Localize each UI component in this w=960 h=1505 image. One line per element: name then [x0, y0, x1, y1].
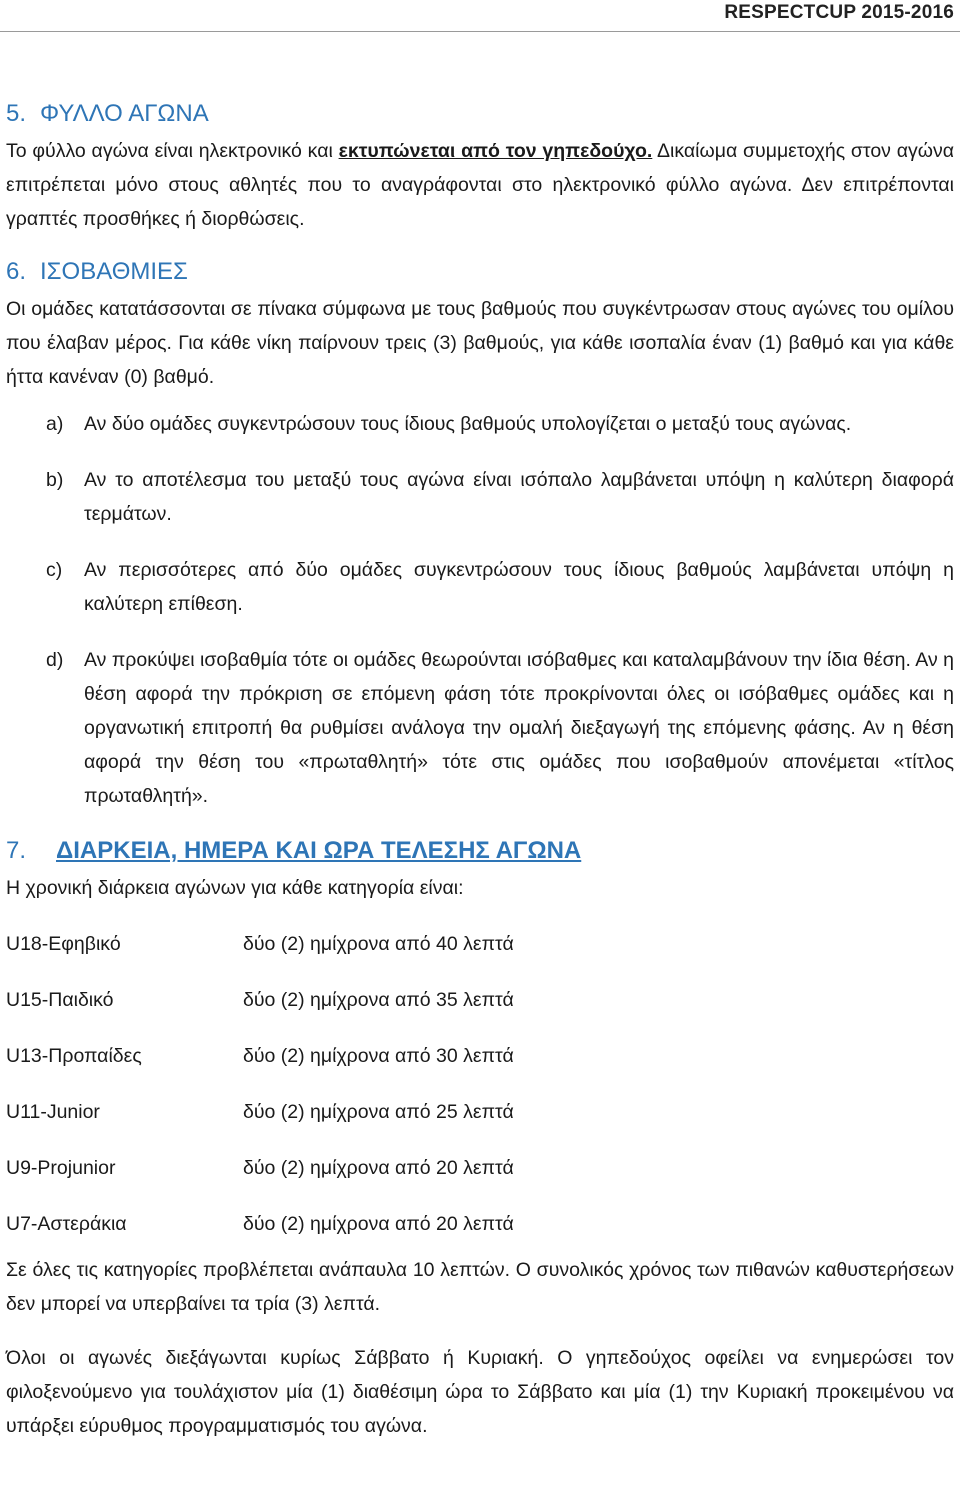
duration-row [6, 983, 954, 1039]
section-7-heading [6, 831, 954, 871]
header-title: RESPECTCUP 2015-2016 [724, 2, 954, 23]
duration-row [6, 1207, 954, 1253]
duration-row [6, 1095, 954, 1151]
breaks-paragraph: Σε όλες τις κατηγορίες προβλέπεται ανάπαυλα 10 λεπτών. Ο συνολικός χρόνος των πιθανών καθυστερήσεων δεν μπορεί να υπερβαίνει τα τρία (3) λεπτά. [6, 1259, 954, 1315]
list-marker: d) [46, 649, 64, 671]
section-7-number: 7. [6, 837, 27, 864]
section-6-paragraph: Οι ομάδες κατατάσσονται σε πίνακα σύμφωνα με τους βαθμούς που συγκέντρωσαν στους αγώνες του ομίλου που έλαβαν μέρος. Για κάθε νίκη παίρνουν τρεις (3) βαθμούς, για κάθε ισοπαλία έναν (1) βαθμό και για κάθε ήττα κανέναν (0) βαθμό. [6, 298, 954, 388]
duration-row [6, 927, 954, 983]
page-header [0, 0, 960, 32]
duration-value: δύο (2) ημίχρονα από 25 λεπτά [243, 1101, 514, 1123]
duration-row [6, 1151, 954, 1207]
header-divider [0, 31, 960, 32]
section-5-title: ΦΥΛΛΟ ΑΓΩΝΑ [40, 100, 209, 127]
category-label: U18-Εφηβικό [6, 933, 121, 955]
section-6-number: 6. [6, 258, 27, 285]
list-item-text: Αν το αποτέλεσμα του μεταξύ τους αγώνα είναι ισόπαλο λαμβάνεται υπόψη η καλύτερη διαφορά τερμάτων. [84, 469, 954, 525]
tiebreak-list [6, 407, 954, 813]
section-5-number: 5. [6, 100, 27, 127]
list-item-text: Αν δύο ομάδες συγκεντρώσουν τους ίδιους βαθμούς υπολογίζεται ο μεταξύ τους αγώνας. [84, 413, 852, 435]
document-body [6, 94, 954, 1443]
list-marker: b) [46, 469, 64, 491]
list-item-text: Αν περισσότερες από δύο ομάδες συγκεντρώσουν τους ίδιους βαθμούς λαμβάνεται υπόψη η καλύτερη επίθεση. [84, 559, 954, 615]
category-label: U11-Junior [6, 1101, 100, 1123]
list-item [6, 407, 954, 441]
list-marker: c) [46, 559, 63, 581]
duration-value: δύο (2) ημίχρονα από 30 λεπτά [243, 1045, 514, 1067]
section-7-intro: Η χρονική διάρκεια αγώνων για κάθε κατηγορία είναι: [6, 877, 464, 899]
list-marker: a) [46, 413, 64, 435]
section-6-heading [6, 252, 954, 292]
section-5-emphasis: εκτυπώνεται από τον γηπεδούχο. [338, 140, 653, 162]
duration-row [6, 1039, 954, 1095]
schedule-paragraph: Όλοι οι αγωνές διεξάγωνται κυρίως Σάββατο ή Κυριακή. Ο γηπεδούχος οφείλει να ενημερώσει τον φιλοξενούμενο για τουλάχιστον μία (1) διαθέσιμη ώρα το Σάββατο και μία (1) την Κυριακή προκειμένου να υπάρξει εύρυθμος προγραμματισμός του αγώνα. [6, 1347, 954, 1437]
category-label: U13-Προπαίδες [6, 1045, 142, 1067]
section-6-title: ΙΣΟΒΑΘΜΙΕΣ [40, 258, 188, 285]
list-item [6, 553, 954, 621]
section-5-heading [6, 94, 954, 134]
duration-value: δύο (2) ημίχρονα από 20 λεπτά [243, 1213, 514, 1235]
section-5-text-after: Δικαίωμα συμμετοχής στον αγώνα επιτρέπεται μόνο στους αθλητές που το αναγράφονται στο ηλεκτρονικό φύλλο αγώνα. Δεν επιτρέπονται γραπτές προσθήκες ή διορθώσεις. [6, 140, 954, 230]
category-label: U15-Παιδικό [6, 989, 114, 1011]
list-item [6, 643, 954, 813]
section-7-title: ΔΙΑΡΚΕΙΑ, ΗΜΕΡΑ ΚΑΙ ΩΡΑ ΤΕΛΕΣΗΣ ΑΓΩΝΑ [56, 837, 582, 864]
category-label: U7-Αστεράκια [6, 1213, 127, 1235]
list-item-text: Αν προκύψει ισοβαθμία τότε οι ομάδες θεωρούνται ισόβαθμες και καταλαμβάνουν την ίδια θέση. Αν η θέση αφορά την πρόκριση σε επόμενη φάση τότε προκρίνονται όλες οι ισόβαθμες ομάδες και η οργανωτική επιτροπή θα ρυθμίσει ανάλογα την ομαλή διεξαγωγή της επόμενης φάσης. Αν η θέση αφορά την θέση του «πρωταθλητή» τότε στις ομάδες που ισοβαθμούν απονέμεται «τίτλος πρωταθλητή». [84, 649, 954, 807]
duration-table [6, 927, 954, 1253]
section-5-text-before: Το φύλλο αγώνα είναι ηλεκτρονικό και [6, 140, 339, 162]
duration-value: δύο (2) ημίχρονα από 35 λεπτά [243, 989, 514, 1011]
category-label: U9-Projunior [6, 1157, 116, 1179]
list-item [6, 463, 954, 531]
duration-value: δύο (2) ημίχρονα από 40 λεπτά [243, 933, 514, 955]
duration-value: δύο (2) ημίχρονα από 20 λεπτά [243, 1157, 514, 1179]
section-5-paragraph [6, 134, 954, 236]
